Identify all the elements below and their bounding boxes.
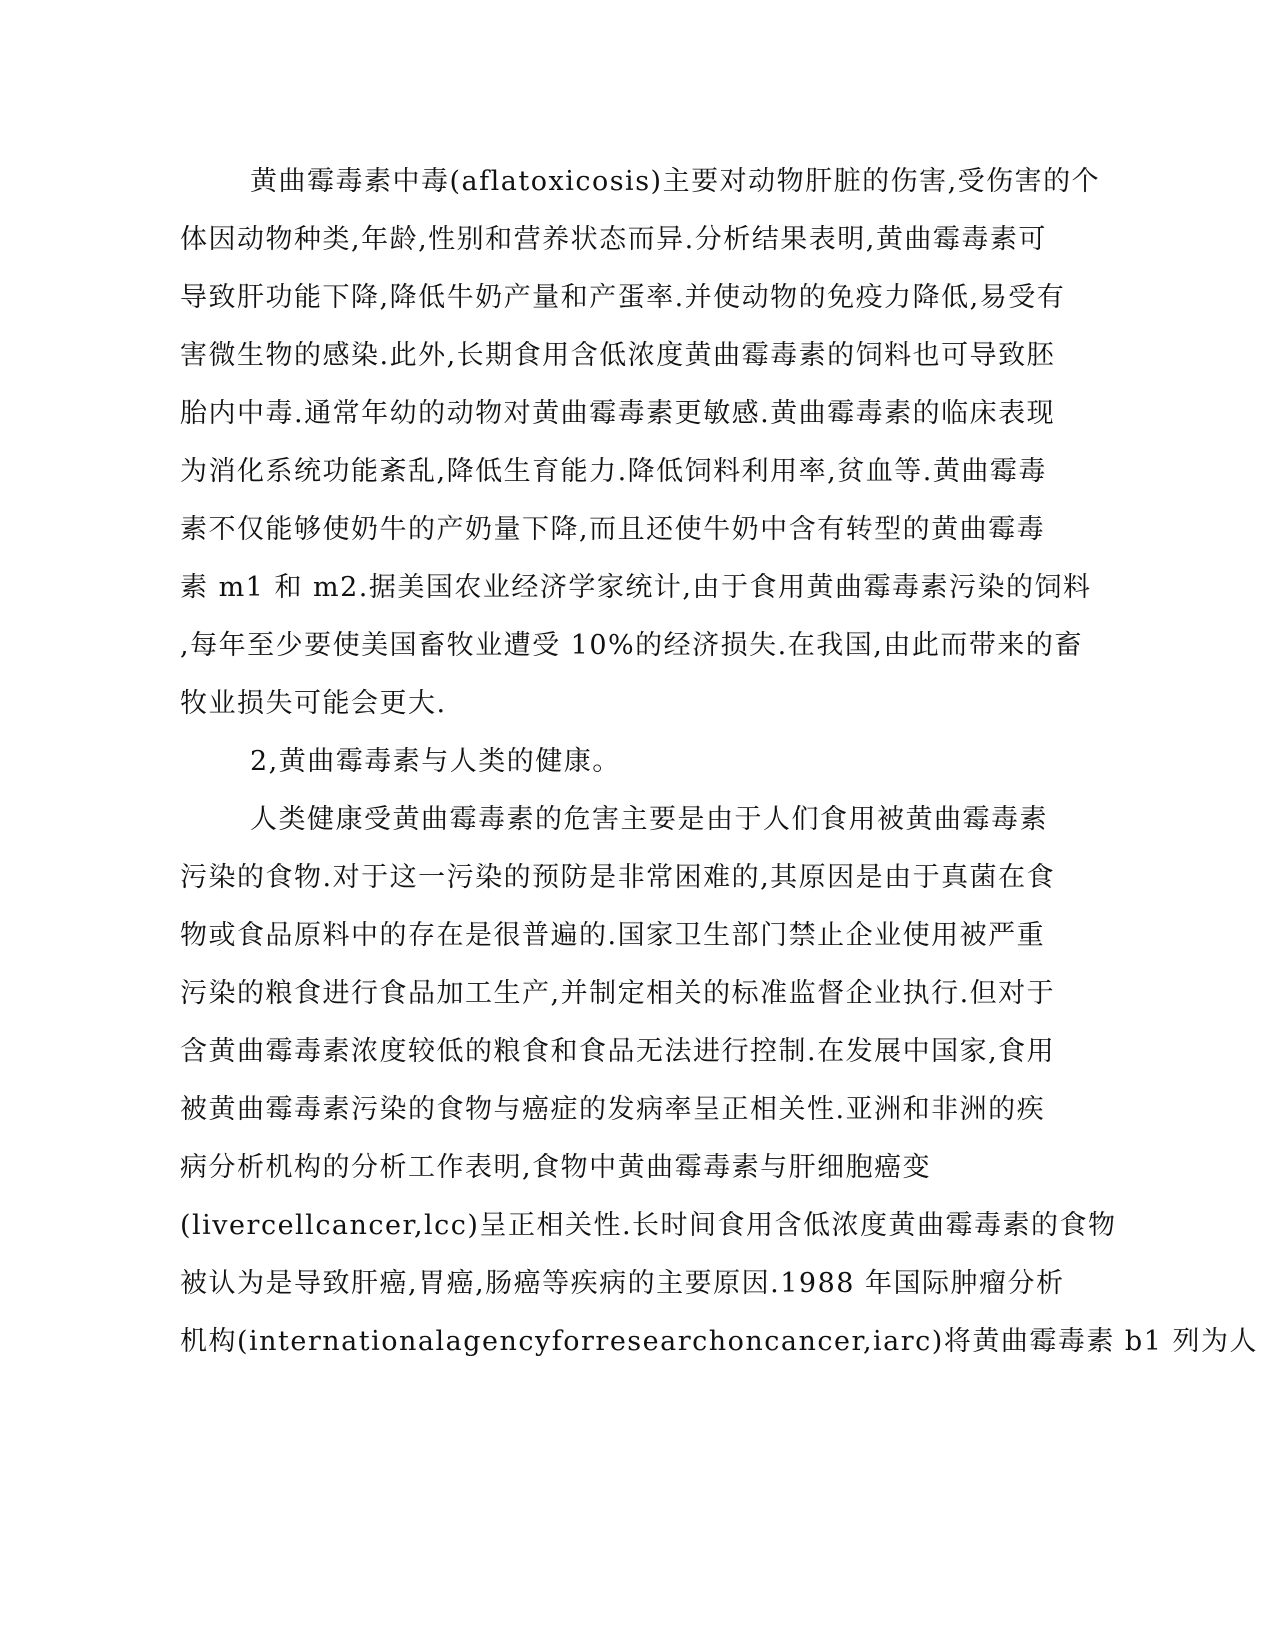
- text-line: 牧业损失可能会更大.: [180, 688, 447, 719]
- text-line: 为消化系统功能紊乱,降低生育能力.降低饲料利用率,贫血等.黄曲霉毒: [180, 456, 1047, 487]
- text-line: 污染的粮食进行食品加工生产,并制定相关的标准监督企业执行.但对于: [180, 978, 1056, 1009]
- text-line: 含黄曲霉毒素浓度较低的粮食和食品无法进行控制.在发展中国家,食用: [180, 1036, 1056, 1067]
- text-line: 污染的食物.对于这一污染的预防是非常困难的,其原因是由于真菌在食: [180, 862, 1056, 893]
- text-line: 导致肝功能下降,降低牛奶产量和产蛋率.并使动物的免疫力降低,易受有: [180, 282, 1066, 313]
- text-line: 体因动物种类,年龄,性别和营养状态而异.分析结果表明,黄曲霉毒素可: [180, 224, 1047, 255]
- text-line: 素不仅能够使奶牛的产奶量下降,而且还使牛奶中含有转型的黄曲霉毒: [180, 514, 1046, 545]
- text-line: 素 m1 和 m2.据美国农业经济学家统计,由于食用黄曲霉毒素污染的饲料: [180, 572, 1092, 603]
- text-line: 物或食品原料中的存在是很普遍的.国家卫生部门禁止企业使用被严重: [180, 920, 1046, 951]
- text-line: 人类健康受黄曲霉毒素的危害主要是由于人们食用被黄曲霉毒素: [250, 804, 1048, 835]
- text-line: 胎内中毒.通常年幼的动物对黄曲霉毒素更敏感.黄曲霉毒素的临床表现: [180, 398, 1056, 429]
- text-line: 病分析机构的分析工作表明,食物中黄曲霉毒素与肝细胞癌变: [180, 1152, 932, 1183]
- text-line: ,每年至少要使美国畜牧业遭受 10%的经济损失.在我国,由此而带来的畜: [180, 630, 1083, 661]
- text-line: 机构(internationalagencyforresearchoncancer,iarc)将黄曲霉毒素 b1 列为人: [180, 1326, 1258, 1357]
- text-line: 黄曲霉毒素中毒(aflatoxicosis)主要对动物肝脏的伤害,受伤害的个: [250, 166, 1101, 197]
- text-line: 被认为是导致肝癌,胃癌,肠癌等疾病的主要原因.1988 年国际肿瘤分析: [180, 1268, 1065, 1299]
- text-line: (livercellcancer,lcc)呈正相关性.长时间食用含低浓度黄曲霉毒素的食物: [180, 1210, 1117, 1241]
- text-line: 被黄曲霉毒素污染的食物与癌症的发病率呈正相关性.亚洲和非洲的疾: [180, 1094, 1046, 1125]
- section-heading: 2,黄曲霉毒素与人类的健康。: [250, 746, 621, 777]
- text-line: 害微生物的感染.此外,长期食用含低浓度黄曲霉毒素的饲料也可导致胚: [180, 340, 1056, 371]
